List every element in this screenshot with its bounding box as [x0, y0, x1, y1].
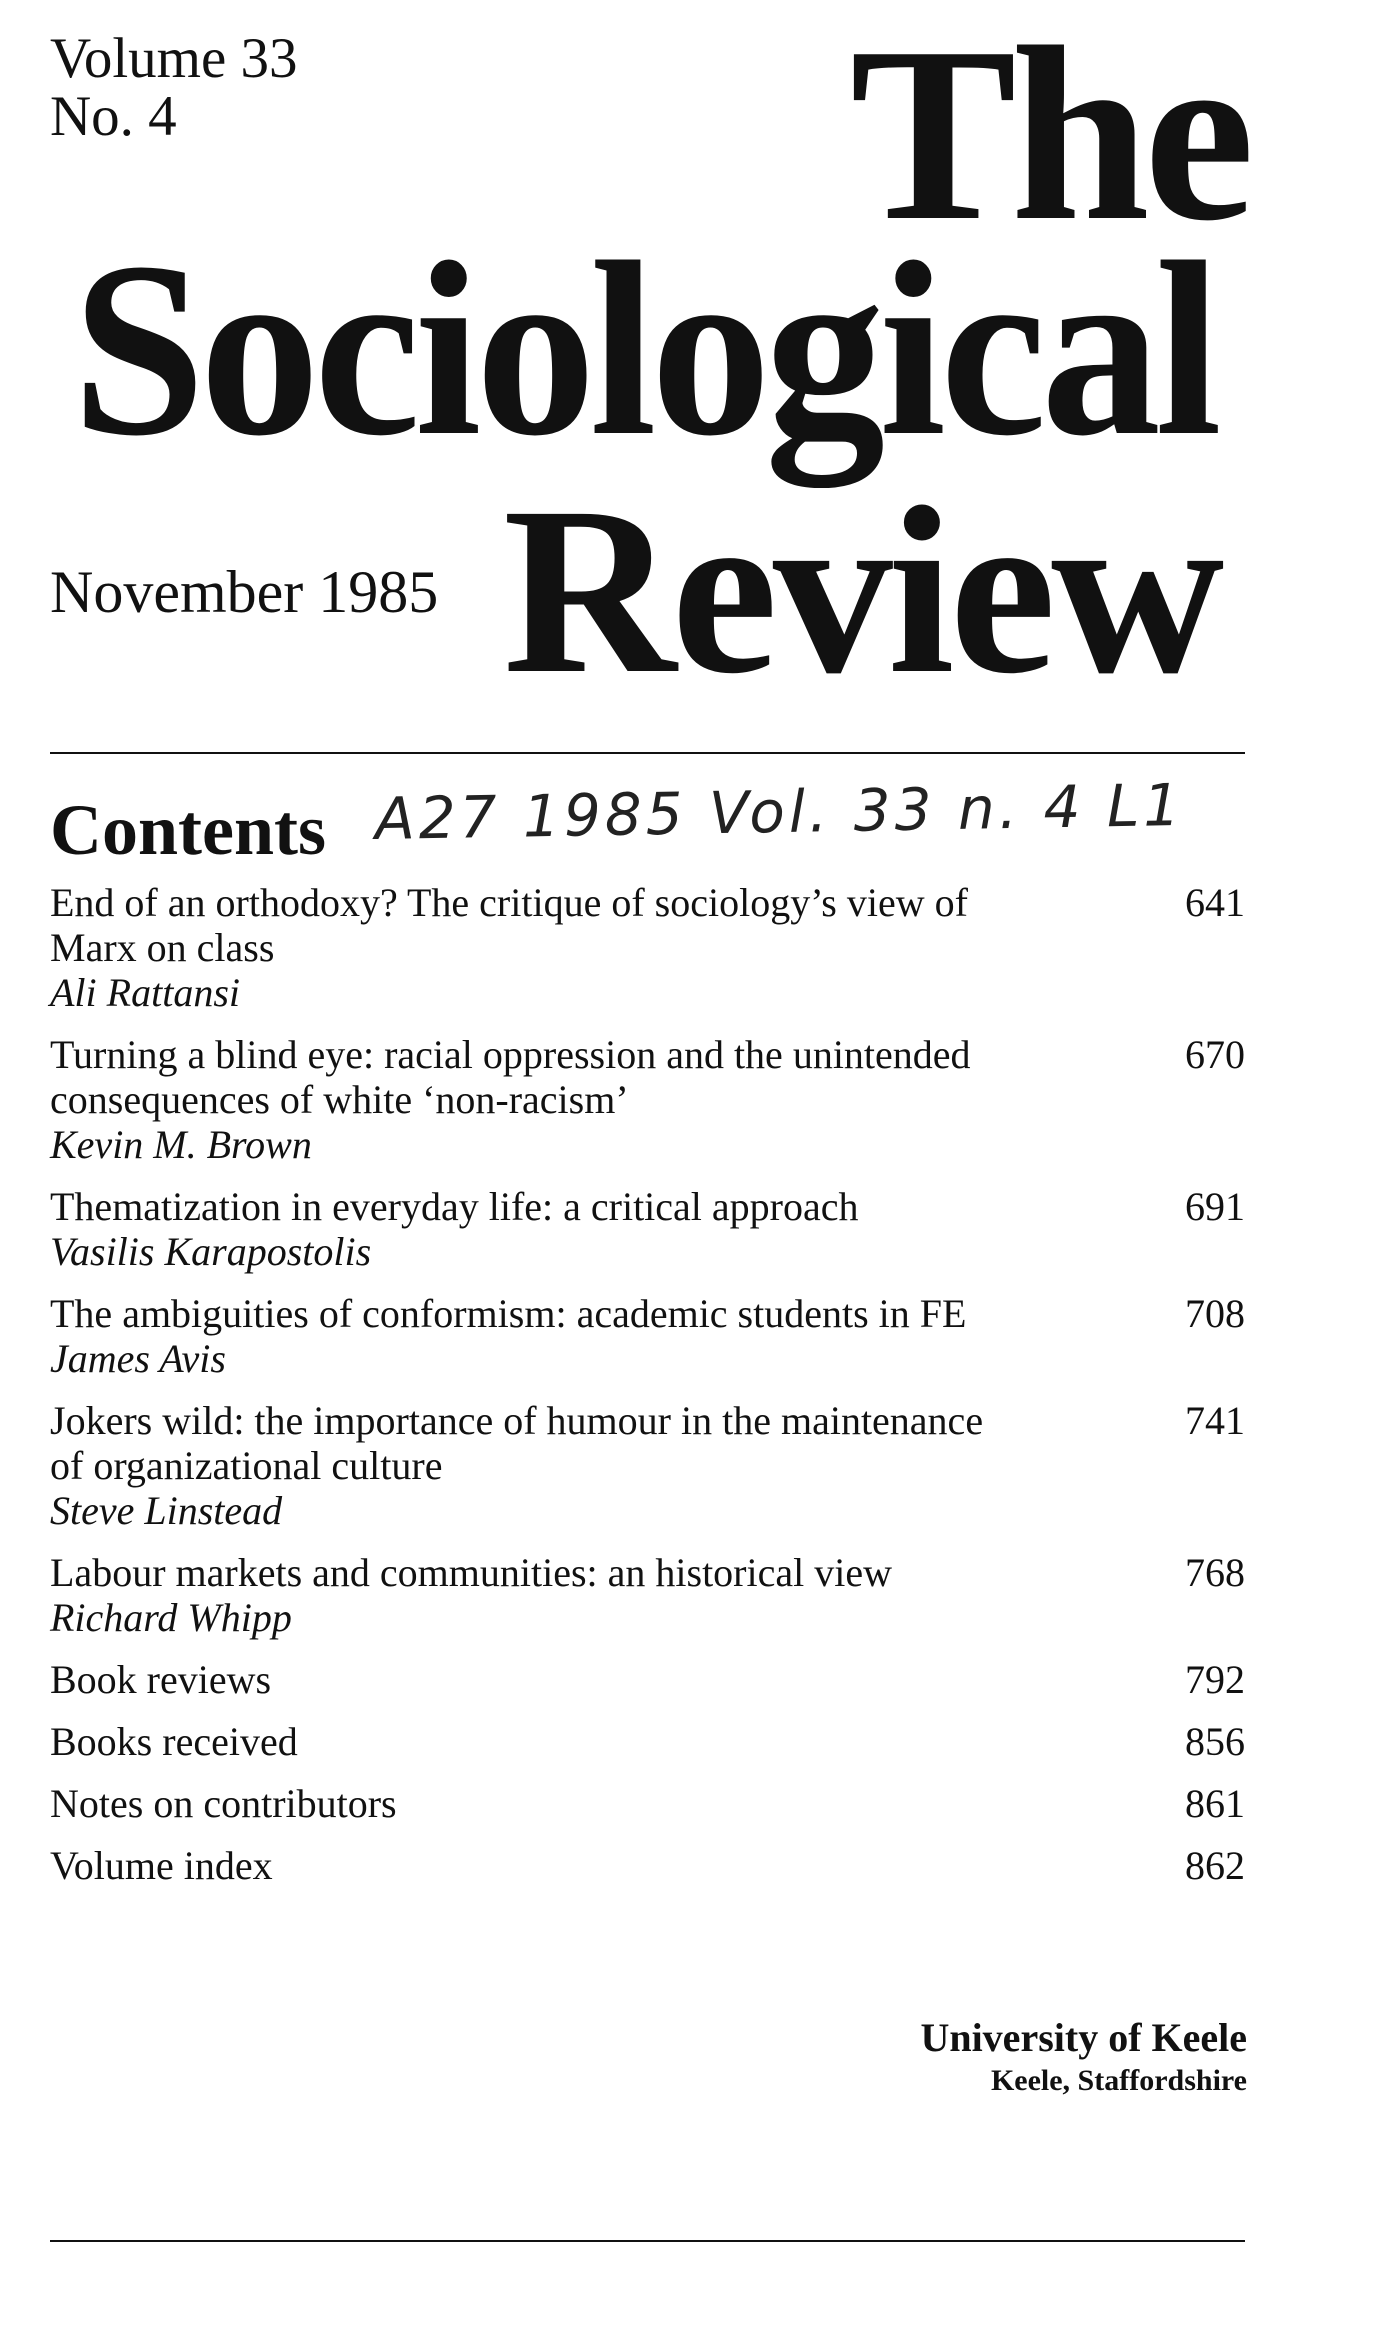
- issue-date: November 1985: [50, 559, 439, 625]
- page-number: 708: [1185, 1291, 1245, 1336]
- toc-section[interactable]: [50, 1719, 1245, 1764]
- toc-entry[interactable]: [50, 1184, 1245, 1274]
- toc-entry[interactable]: [50, 1550, 1245, 1640]
- page-number: 792: [1185, 1657, 1245, 1702]
- section-title: Book reviews: [50, 1657, 272, 1702]
- bottom-divider: [50, 2240, 1245, 2242]
- contents-heading: Contents: [50, 790, 327, 870]
- volume-label: Volume 33: [50, 27, 298, 90]
- page-number: 670: [1185, 1032, 1245, 1077]
- page-number: 856: [1185, 1719, 1245, 1764]
- article-author: Vasilis Karapostolis: [50, 1229, 372, 1274]
- handwritten-note: A27 1985 Vol. 33 n. 4 L1: [374, 770, 1185, 854]
- masthead-sociological: Sociological: [72, 211, 1217, 488]
- article-author: Ali Rattansi: [50, 970, 240, 1015]
- publisher-block: [920, 2015, 1247, 2101]
- section-title: Books received: [50, 1719, 298, 1764]
- table-of-contents: [50, 880, 1245, 1905]
- article-title: Turning a blind eye: racial oppression and the unintended consequences of white ‘non-racism’: [50, 1032, 971, 1122]
- masthead-review: Review: [503, 457, 1220, 723]
- article-author: James Avis: [50, 1336, 226, 1381]
- toc-section[interactable]: [50, 1781, 1245, 1826]
- issue-info: [50, 27, 298, 148]
- page-number: 768: [1185, 1550, 1245, 1595]
- publisher-location: Keele, Staffordshire: [990, 2064, 1247, 2097]
- section-title: Volume index: [50, 1843, 273, 1888]
- number-label: No. 4: [50, 85, 177, 148]
- toc-section[interactable]: [50, 1657, 1245, 1702]
- page-number: 741: [1185, 1398, 1245, 1443]
- toc-entry[interactable]: [50, 1398, 1245, 1533]
- toc-section[interactable]: [50, 1843, 1245, 1888]
- article-title: Jokers wild: the importance of humour in the maintenance of organizational culture: [50, 1398, 984, 1488]
- toc-entry[interactable]: [50, 1291, 1245, 1381]
- article-title: Labour markets and communities: an historical view: [50, 1550, 892, 1595]
- publisher-name: University of Keele: [920, 2015, 1247, 2060]
- page-number: 862: [1185, 1843, 1245, 1888]
- masthead-the: The: [850, 0, 1249, 273]
- article-author: Kevin M. Brown: [50, 1122, 312, 1167]
- top-divider: [50, 752, 1245, 754]
- article-title: The ambiguities of conformism: academic students in FE: [50, 1291, 967, 1336]
- page-number: 861: [1185, 1781, 1245, 1826]
- article-author: Steve Linstead: [50, 1488, 283, 1533]
- page-number: 691: [1185, 1184, 1245, 1229]
- toc-entry[interactable]: [50, 880, 1245, 1015]
- article-title: Thematization in everyday life: a critical approach: [50, 1184, 859, 1229]
- toc-entry[interactable]: [50, 1032, 1245, 1167]
- article-author: Richard Whipp: [50, 1595, 292, 1640]
- page-number: 641: [1185, 880, 1245, 925]
- section-title: Notes on contributors: [50, 1781, 397, 1826]
- article-title: End of an orthodoxy? The critique of sociology’s view of Marx on class: [50, 880, 968, 970]
